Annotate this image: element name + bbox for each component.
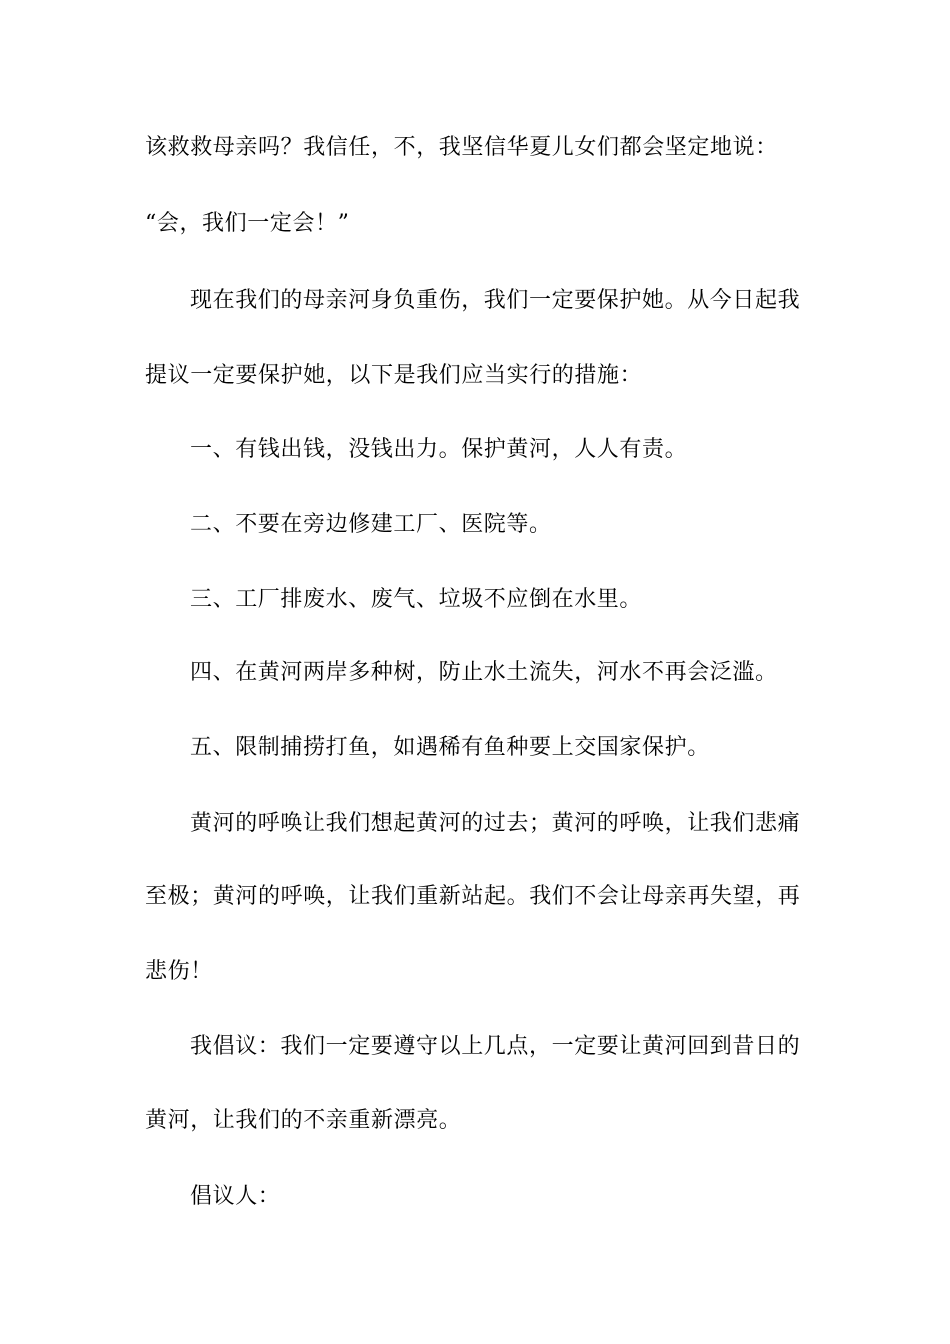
list-item-4: 四、在黄河两岸多种树，防止水土流失，河水不再会泛滥。 (190, 660, 778, 685)
text-line: “会，我们一定会！” (145, 211, 350, 236)
list-item-3: 三、工厂排废水、废气、垃圾不应倒在水里。 (190, 587, 643, 612)
text-line: 悲伤！ (145, 959, 213, 984)
list-item-2: 二、不要在旁边修建工厂、医院等。 (190, 512, 552, 537)
text-line: 至极；黄河的呼唤，让我们重新站起。我们不会让母亲再失望，再 (145, 884, 801, 909)
signature-label: 倡议人： (190, 1184, 281, 1209)
text-line: 提议一定要保护她，以下是我们应当实行的措施： (145, 363, 643, 388)
text-line: 该救救母亲吗？我信任，不，我坚信华夏儿女们都会坚定地说： (145, 135, 778, 160)
paragraph-start-line: 现在我们的母亲河身负重伤，我们一定要保护她。从今日起我 (190, 288, 801, 313)
paragraph-start-line: 我倡议：我们一定要遵守以上几点，一定要让黄河回到昔日的 (190, 1034, 801, 1059)
list-item-1: 一、有钱出钱，没钱出力。保护黄河，人人有责。 (190, 437, 688, 462)
paragraph-start-line: 黄河的呼唤让我们想起黄河的过去；黄河的呼唤，让我们悲痛 (190, 811, 801, 836)
text-line: 黄河，让我们的不亲重新漂亮。 (145, 1108, 462, 1133)
list-item-5: 五、限制捕捞打鱼，如遇稀有鱼种要上交国家保护。 (190, 735, 710, 760)
